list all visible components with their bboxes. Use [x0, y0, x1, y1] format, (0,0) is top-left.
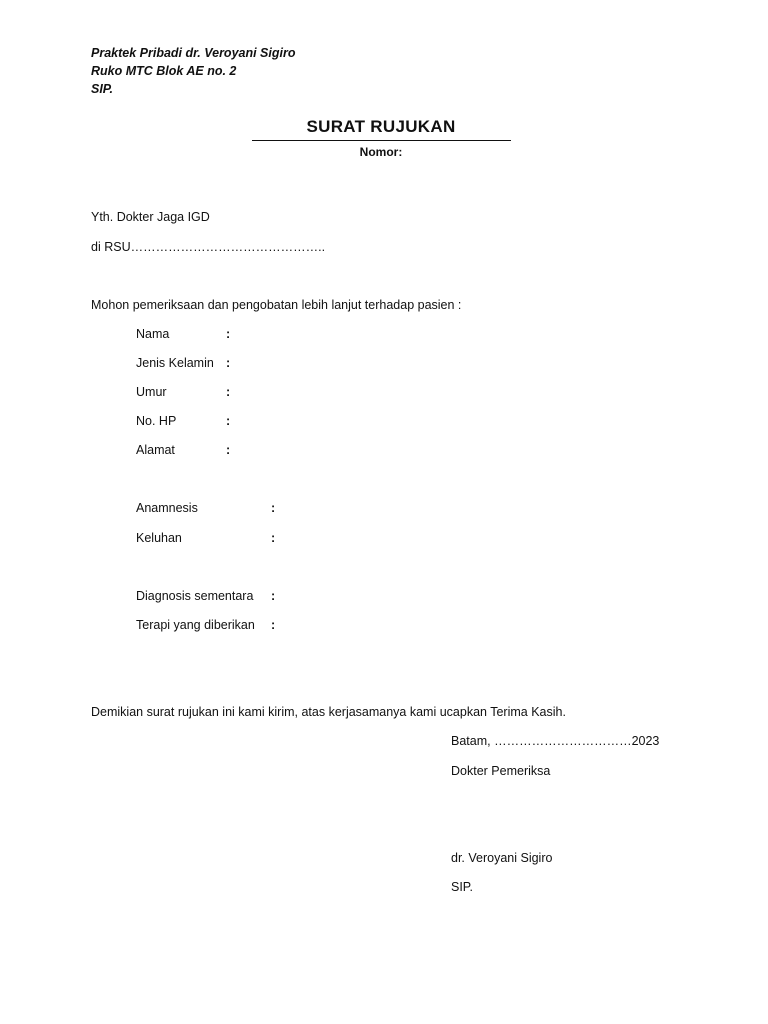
field-colon: :	[271, 589, 276, 603]
document-title: SURAT RUJUKAN	[306, 117, 456, 136]
field-label-keluhan: Keluhan	[136, 531, 182, 545]
title-underline	[252, 140, 511, 141]
intro-text: Mohon pemeriksaan dan pengobatan lebih lanjut terhadap pasien :	[91, 298, 462, 312]
field-colon: :	[226, 414, 231, 428]
field-label-nama: Nama	[136, 327, 170, 341]
field-label-terapi: Terapi yang diberikan	[136, 618, 255, 632]
field-colon: :	[226, 385, 231, 399]
field-colon: :	[226, 443, 231, 457]
field-label-alamat: Alamat	[136, 443, 175, 457]
practice-name: Praktek Pribadi dr. Veroyani Sigiro	[91, 46, 296, 60]
field-label-diagnosis-sementara: Diagnosis sementara	[136, 589, 254, 603]
place-date: Batam, ……………………………2023	[451, 734, 660, 748]
field-label-anamnesis: Anamnesis	[136, 501, 198, 515]
field-colon: :	[271, 618, 276, 632]
practice-sip: SIP.	[91, 82, 114, 96]
field-colon: :	[271, 501, 276, 515]
field-label-umur: Umur	[136, 385, 167, 399]
field-label-no-hp: No. HP	[136, 414, 177, 428]
closing-text: Demikian surat rujukan ini kami kirim, atas kerjasamanya kami ucapkan Terima Kasih.	[91, 705, 566, 719]
field-colon: :	[226, 356, 231, 370]
field-colon: :	[226, 327, 231, 341]
recipient-line-2: di RSU………………………………………..	[91, 240, 326, 254]
field-label-jenis-kelamin: Jenis Kelamin	[136, 356, 214, 370]
signer-role: Dokter Pemeriksa	[451, 764, 551, 778]
practice-address: Ruko MTC Blok AE no. 2	[91, 64, 237, 78]
field-colon: :	[271, 531, 276, 545]
signer-name: dr. Veroyani Sigiro	[451, 851, 553, 865]
signer-sip: SIP.	[451, 880, 474, 894]
document-number-label: Nomor:	[359, 145, 403, 159]
recipient-line-1: Yth. Dokter Jaga IGD	[91, 210, 210, 224]
